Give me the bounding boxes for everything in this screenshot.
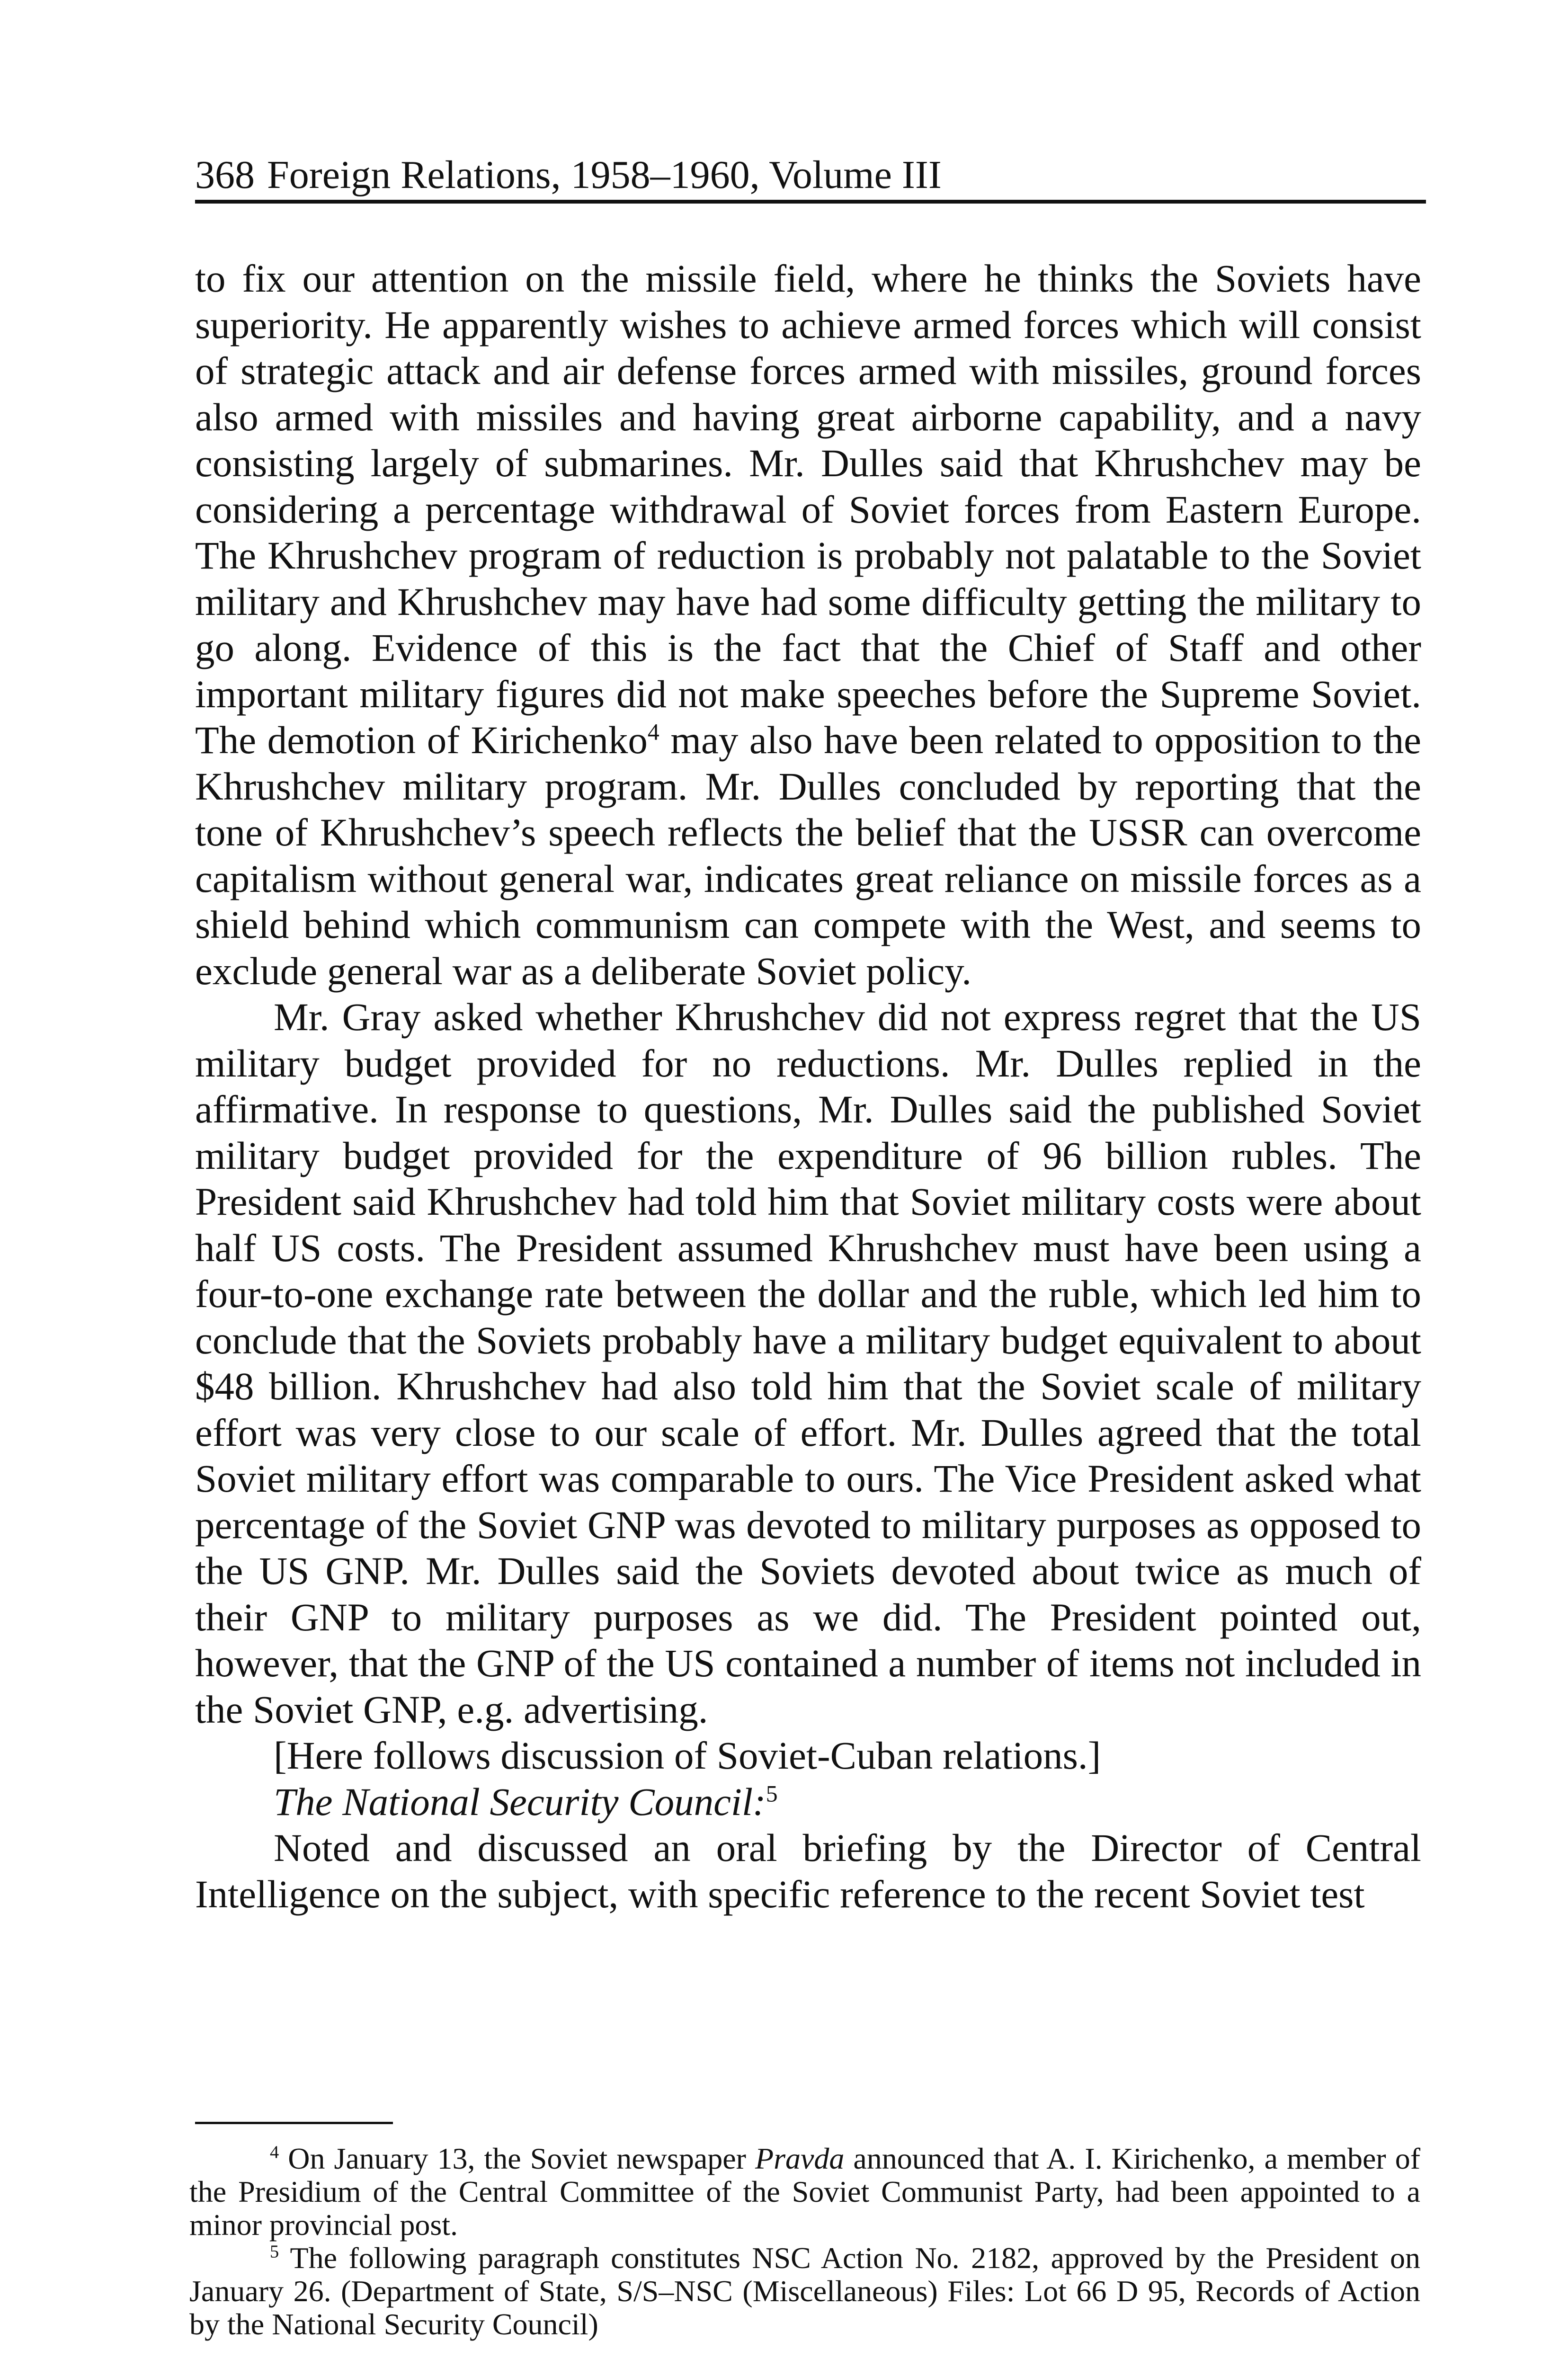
- paragraph-editorial-note: [Here follows discussion of Soviet-Cuban relations.]: [274, 1734, 1101, 1777]
- running-title: Foreign Relations, 1958–1960, Volume III: [267, 153, 942, 197]
- footnote-5-text: The following paragraph constitutes NSC Action No. 2182, approved by the President on January 26. (Department of State, S/S–NSC (Miscellaneous) Files: Lot 66 D 95, Records of Action by the National Security Council): [189, 2241, 1420, 2341]
- paragraph-1-continued: may also have been related to opposition to the Khrushchev military program. Mr. Dulles concluded by reporting that the tone of Khrushchev’s speech reflects the belief that the USSR can overcome capitalism without general war, indicates great reliance on missile forces as a shield behind which communism can compete with the West, and seems to exclude general war as a deliberate Soviet policy.: [195, 718, 1422, 993]
- paragraph-continued: [195, 256, 1421, 994]
- footnote-ref-5[interactable]: 5: [766, 1780, 778, 1806]
- body-text: [195, 256, 1421, 1917]
- footnotes: [189, 2142, 1420, 2341]
- footnote-4-marker: 4: [270, 2142, 279, 2162]
- paragraph-noted: Noted and discussed an oral briefing by the Director of Central Intelligence on the subject, with specific reference to the recent Soviet test: [195, 1826, 1421, 1916]
- footnote-5-marker: 5: [270, 2242, 279, 2262]
- footnote-ref-4[interactable]: 4: [647, 719, 659, 745]
- footnote-rule: [195, 2122, 393, 2124]
- page-number: 368: [195, 153, 255, 197]
- nsc-heading: The National Security Council:: [274, 1780, 766, 1824]
- paragraph-nsc-heading: [195, 1779, 1421, 1825]
- footnote-4-pravda: Pravda: [755, 2142, 845, 2175]
- paragraph-1-text: to fix our attention on the missile field, where he thinks the Soviets have superiority. He apparently wishes to achieve armed forces which will consist of strategic attack and air defense forces armed with missiles, ground forces also armed with missiles and having great airborne capability, and a navy consisting largely of submarines. Mr. Dulles said that Khrushchev may be considering a percentage withdrawal of Soviet forces from Eastern Europe. The Khrushchev program of reduction is probably not palatable to the Soviet military and Khrushchev may have had some difficulty getting the military to go along. Evidence of this is the fact that the Chief of Staff and other important military figures did not make speeches before the Supreme Soviet. The demotion of Kirichenko: [195, 257, 1421, 762]
- footnote-4-text-b: announced that A. I. Kirichenko, a member of the Presidium of the Central Committee of the Soviet Communist Party, had been appointed to a minor provincial post.: [189, 2142, 1420, 2242]
- paragraph-gray-question: Mr. Gray asked whether Khrushchev did not express regret that the US military budget provided for no reductions. Mr. Dulles replied in the affirmative. In response to questions, Mr. Dulles said the published Soviet military budget provided for the expenditure of 96 billion rubles. The President said Khrushchev had told him that Soviet military costs were about half US costs. The President assumed Khrushchev must have been using a four-to-one exchange rate between the dollar and the ruble, which led him to conclude that the Soviets probably have a military budget equivalent to about $48 billion. Khrushchev had also told him that the Soviet scale of military effort was very close to our scale of effort. Mr. Dulles agreed that the total Soviet military effort was comparable to ours. The Vice President asked what percentage of the Soviet GNP was devoted to military purposes as opposed to the US GNP. Mr. Dulles said the Soviets devoted about twice as much of their GNP to military purposes as we did. The President pointed out, however, that the GNP of the US contained a number of items not included in the Soviet GNP, e.g. advertising.: [195, 995, 1421, 1731]
- running-header: [195, 137, 1426, 204]
- footnote-4-text-a: On January 13, the Soviet newspaper: [279, 2142, 755, 2175]
- header-line: [195, 155, 942, 195]
- footnote-4: [189, 2142, 1420, 2242]
- footnote-5: [189, 2242, 1420, 2341]
- header-rule: [195, 200, 1426, 204]
